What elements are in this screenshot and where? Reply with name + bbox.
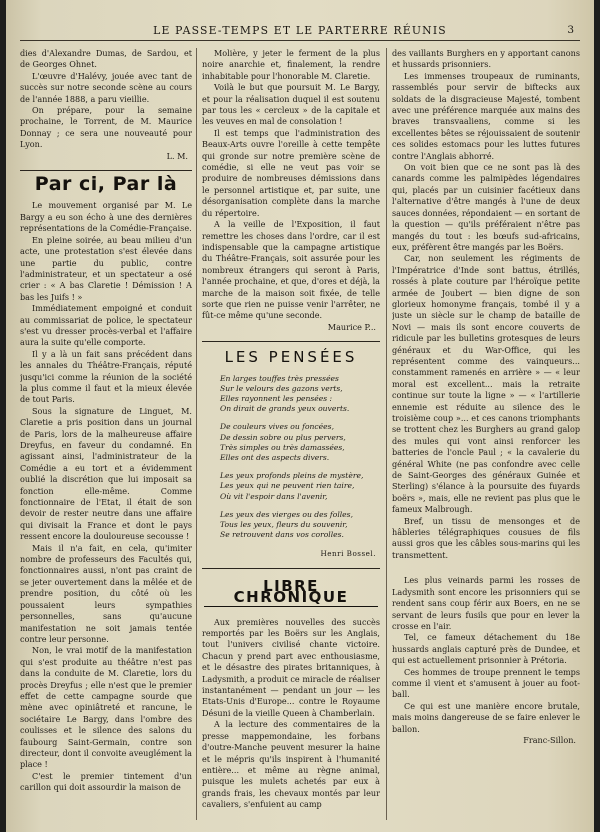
poem-line: On dirait de grands yeux ouverts. <box>220 404 350 414</box>
paragraph: A la veille de l'Exposition, il faut remettre les choses dans l'ordre, car il est indispensable que la campagne artistique du Théâtre-Français, soit assurée pour les nombreux étrangers qui seront à Paris, l'année prochaine, et que, d'ores et déjà, la marche de la maison soit fixée, de telle sorte que rien ne puisse venir l'arrêter, ne fût-ce même qu'une seconde. <box>202 219 380 321</box>
signature: Henri Bossel. <box>320 549 376 559</box>
poem-line: Les yeux des vierges ou des folles, <box>220 509 353 519</box>
poem-stanza <box>220 471 380 502</box>
column-left <box>20 48 192 822</box>
divider <box>20 170 192 171</box>
signature: Maurice P... <box>327 321 376 332</box>
paragraph: Car, non seulement les régiments de l'Impératrice d'Inde sont battus, étrillés, rossés à plate couture par l'héroïque petite armée de Joubert — bien digne de son glorieux homonyme français, tombé il y a juste un siècle sur le champ de bataille de Novi — mais ils sont encore couverts de ridicule par les bulletins grotesques de leurs généraux et du War-Office, qui les représentent comme des vainqueurs... constamment ramenés en arrière » — « leur moral est excellent... mais la retraite continue sur toute la ligne » — « l'artillerie ennemie est réduite au silence des le troisième coup »... et ces canons triomphants se trottent chez les Burghers au grand galop des mules qui vont ainsi renforcer les batteries de l'oncle Paul ; « la cavalerie du général White (ne pas confondre avec celle de Saint-Georges des généraux Guinée et Sterling) s'élance à la poursuite des fuyards boërs », mais, elle ne revient pas plus que le fameux Malbrough. <box>392 253 580 515</box>
paragraph: Le mouvement organisé par M. Le Bargy a eu son écho à une des dernières représentations de la Comédie-Française. <box>20 200 192 234</box>
paragraph: On prépare, pour la semaine prochaine, le Torrent, de M. Maurice Donnay ; ce sera une nouveauté pour Lyon. <box>20 105 192 150</box>
paragraph: Mais il n'a fait, en cela, qu'imiter nombre de professeurs des Facultés qui, fonctionnaires aussi, n'ont pas craint de se jeter ouvertement dans la mêlée et de prendre position, du côté où les poussaient leurs sympathies personnelles, sans qu'aucune manifestation ne soit jamais tentée contre leur personne. <box>20 542 192 644</box>
paragraph: Bref, un tissu de mensonges et de hâbleries télégraphiques cousues de fils aussi gros que les câbles sous-marins qui les transmettent. <box>392 515 580 560</box>
poem-line: Très simples ou très damassées, <box>220 442 345 452</box>
section-title-les-pensees: LES PENSÉES <box>224 348 358 367</box>
paragraph: Immédiatement empoigné et conduit au commissariat de police, le spectateur s'est vu dresser procès-verbal et l'affaire aura la suite qu'elle comporte. <box>20 303 192 348</box>
journal-title: LE PASSE-TEMPS ET LE PARTERRE RÉUNIS <box>153 24 447 37</box>
running-header <box>20 0 580 41</box>
divider <box>202 568 380 569</box>
paragraph: des vaillants Burghers en y apportant canons et hussards prisonniers. <box>392 48 580 70</box>
column-right <box>392 48 580 822</box>
paragraph: Sous la signature de Linguet, M. Claretie a pris position dans un journal de Paris, lors de la malheureuse affaire Dreyfus, en faveur du condamné. En agissant ainsi, l'administrateur de la Comédie a eu tort et a évidemment oublié la discrétion que lui imposait sa fonction elle-même. Comme fonctionnaire de l'Etat, il était de son devoir de rester neutre dans une affaire qui divisait la France et dont le pays ressent encore la douloureuse secousse ! <box>20 405 192 542</box>
section-title-par-ci-par-la: Par ci, Par là <box>34 173 178 196</box>
newspaper-page <box>6 0 594 832</box>
poem-line: Où vit l'espoir dans l'avenir, <box>220 491 328 501</box>
poem-line: Se retrouvent dans vos corolles. <box>220 530 344 540</box>
paragraph: Molière, y jeter le ferment de la plus noire anarchie et, finalement, la rendre inhabitable pour l'honorable M. Claretie. <box>202 48 380 81</box>
poem-stanza <box>220 374 380 415</box>
paragraph: C'est le premier tintement d'un carillon qui doit assourdir la maison de <box>20 770 192 793</box>
section-title-libre-chronique: LIBRE CHRONIQUE <box>204 581 378 607</box>
poem-line: Sur le velours des gazons verts, <box>220 383 343 393</box>
paragraph: L'œuvre d'Halévy, jouée avec tant de succès sur notre seconde scène au cours de l'année 1888, a paru vieillie. <box>20 70 192 104</box>
poem-line: Les yeux qui ne peuvent rien taire, <box>220 481 355 491</box>
signature: Franc-Sillon. <box>523 734 576 745</box>
page-number: 3 <box>567 24 574 36</box>
column-middle <box>202 48 380 822</box>
paragraph: Ces hommes de troupe prennent le temps comme il vient et s'amusent à jouer au foot-ball. <box>392 666 580 700</box>
paragraph: Ce qui est une manière encore brutale, mais moins dangereuse de se faire enlever le ballon. <box>392 700 580 734</box>
signature: L. M. <box>166 150 188 161</box>
paragraph: Tel, ce fameux détachement du 18e hussards anglais capturé près de Dundee, et qui est actuellement prisonnier à Prétoria. <box>392 632 580 666</box>
paragraph: Il y a là un fait sans précédent dans les annales du Théâtre-Français, réputé jusqu'ici comme la réunion de la société la plus comme il faut et la mieux élevée de tout Paris. <box>20 348 192 405</box>
paragraph: dies d'Alexandre Dumas, de Sardou, et de Georges Ohnet. <box>20 48 192 70</box>
divider <box>202 341 380 342</box>
paragraph: En pleine soirée, au beau milieu d'un acte, une protestation s'est élevée dans une partie du public, contre l'administrateur, et un spectateur a osé crier : « A bas Claretie ! Démission ! A bas les Juifs ! » <box>20 234 192 302</box>
poem-line: En larges touffes très pressées <box>220 373 339 383</box>
poem-stanza <box>220 510 380 541</box>
paragraph: Aux premières nouvelles des succès remportés par les Boërs sur les Anglais, tout l'univers civilisé chante victoire. Chacun y prend part avec enthousiasme, et le désastre des pirates britanniques, à Ladysmith, a produit ce miracle de réaliser instantanément — pendant un jour — les Etats-Unis d'Europe... contre le Royaume Désuni de la vieille Queen à Chamberlain. <box>202 616 380 718</box>
paragraph: On voit bien que ce ne sont pas là des canards comme les palmipèdes légendaires qui, placés par un cuisinier facétieux dans l'alternative d'être mangés à l'une de deux sauces données, répondaient — en sortant de la question — qu'ils préféraient n'être pas mangés du tout : les bœufs sud-africains, eux, préfèrent être mangés par les Boërs. <box>392 162 580 252</box>
poem-stanza <box>220 422 380 463</box>
poem-line: De dessin sobre ou plus pervers, <box>220 432 346 442</box>
paragraph: Il est temps que l'administration des Beaux-Arts ouvre l'oreille à cette tempête qui gronde sur notre première scène de comédie, si elle ne veut pas voir se produire de nombreuses démissions dans le personnel artistique et, par suite, une désorganisation complète dans la marche du répertoire. <box>202 127 380 218</box>
column-rule <box>196 48 197 820</box>
paragraph: Les immenses troupeaux de ruminants, rassemblés pour servir de biftecks aux soldats de la disgracieuse Majesté, tombent avec une préférence marquée aux mains des braves transvaaliens, comme si les excellentes bêtes se réjouissaient de soutenir ces solides estomacs pour les luttes futures contre l'Anglais abhorré. <box>392 70 580 161</box>
poem-line: Elles ont des aspects divers. <box>220 452 330 462</box>
poem-line: Tous les yeux, fleurs du souvenir, <box>220 520 348 529</box>
poem-line: Elles rayonnent les pensées : <box>220 393 333 403</box>
spacer <box>392 561 580 575</box>
paragraph: Voilà le but que poursuit M. Le Bargy, et pour la réalisation duquel il est soutenu par tous les « cercleux » de la capitale et les veuves en mal de consolation ! <box>202 82 380 127</box>
poem-line: De couleurs vives ou foncées, <box>220 422 334 432</box>
column-rule <box>386 48 387 820</box>
paragraph: A la lecture des commentaires de la presse mappemondaine, les forbans d'outre-Manche peuvent mesurer la haine et le mépris qu'ils inspirent à l'humanité entière... et même au règne animal, puisque les mulets achetés par eux à grands frais, les chevaux montés par leur cavaliers, s'enfuient au camp <box>202 719 380 810</box>
poem-line: Les yeux profonds pleins de mystère, <box>220 471 364 481</box>
paragraph: Les plus veinards parmi les rosses de Ladysmith sont encore les prisonniers qui se rendent sans coup férir aux Boers, en ne se servant de leurs fusils que pour en lever la crosse en l'air. <box>392 575 580 631</box>
paragraph: Non, le vrai motif de la manifestation qui s'est produite au théâtre n'est pas dans la conduite de M. Claretie, lors du procès Dreyfus ; elle n'est que le premier effet de cette campagne sourde que mène avec opiniâtreté et rancune, le sociétaire Le Bargy, dans l'ombre des coulisses et le silence des salons du faubourg Saint-Germain, contre son directeur, dont il convoite aveuglément la place ! <box>20 645 192 770</box>
